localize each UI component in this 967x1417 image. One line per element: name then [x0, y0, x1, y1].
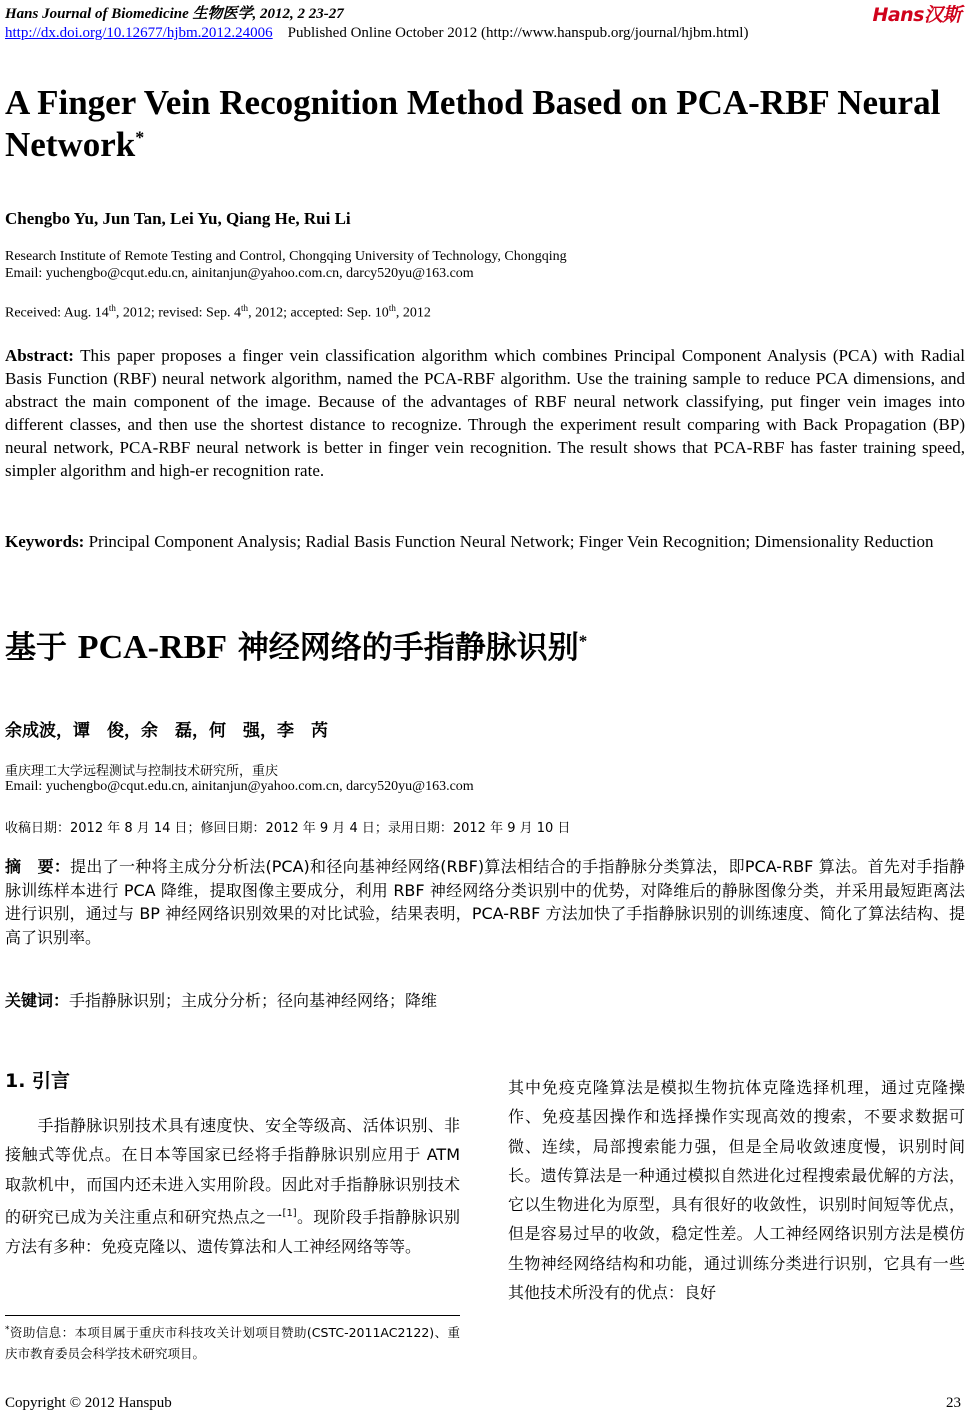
- title-footnote-mark: *: [135, 127, 145, 148]
- english-abstract: [5, 344, 965, 482]
- journal-header: Hans Journal of Biomedicine 生物医学, 2012, 2 23-27: [5, 6, 344, 22]
- chinese-abstract-label: 摘 要：: [5, 857, 71, 876]
- doi-link[interactable]: http://dx.doi.org/10.12677/hjbm.2012.24006: [5, 25, 273, 41]
- abstract-text: This paper proposes a finger vein classification algorithm which combines Principal Component Analysis (PCA) with Radial Basis Function (RBF) neural network algorithm, named the PCA-RBF algorithm. Use the training sample to reduce PCA dimensions, and abstract the main component of the image. Because of the advantages of RBF neural network classifying, put finger vein images into different classes, and then use the shortest distance to recognize. Through the experiment result comparing with Back Propagation (BP) neural network, PCA-RBF neural network is better in finger vein recognition. The result shows that PCA-RBF has faster training speed, simpler algorithm and high-er recognition rate.: [5, 346, 965, 480]
- copyright: Copyright © 2012 Hanspub: [5, 1395, 172, 1411]
- english-email: Email: yuchengbo@cqut.edu.cn, ainitanjun@yahoo.com.cn, darcy520yu@163.com: [5, 266, 474, 281]
- abstract-label: Abstract:: [5, 346, 74, 365]
- chinese-abstract: [5, 855, 965, 949]
- doi-line: [5, 25, 748, 42]
- publisher-logo: Hans汉斯: [872, 4, 961, 26]
- english-affiliation: Research Institute of Remote Testing and Control, Chongqing University of Technology, Chongqing: [5, 249, 567, 264]
- footnote-divider: [5, 1315, 460, 1316]
- english-keywords: [5, 530, 939, 553]
- chinese-title: 基于 PCA-RBF 神经网络的手指静脉识别*: [5, 629, 588, 666]
- chinese-affiliation: 重庆理工大学远程测试与控制技术研究所，重庆: [5, 764, 279, 779]
- chinese-email: Email: yuchengbo@cqut.edu.cn, ainitanjun@yahoo.com.cn, darcy520yu@163.com: [5, 779, 474, 794]
- english-authors: Chengbo Yu, Jun Tan, Lei Yu, Qiang He, Rui Li: [5, 209, 351, 228]
- keywords-text: Principal Component Analysis; Radial Basis Function Neural Network; Finger Vein Recognition; Dimensionality Reduction: [88, 532, 934, 551]
- section-heading: 1. 引言: [5, 1070, 71, 1092]
- citation-ref[interactable]: [1]: [282, 1207, 297, 1219]
- english-title-text: A Finger Vein Recognition Method Based on PCA-RBF Neural Network: [5, 83, 941, 164]
- chinese-keywords: [5, 988, 437, 1011]
- footnote: *资助信息：本项目属于重庆市科技攻关计划项目赞助(CSTC-2011AC2122)、重庆市教育委员会科学技术研究项目。: [5, 1325, 460, 1362]
- english-title: [5, 82, 965, 166]
- chinese-keywords-text: 手指静脉识别；主成分分析；径向基神经网络；降维: [69, 991, 438, 1010]
- keywords-label: Keywords:: [5, 532, 85, 551]
- chinese-abstract-text: 提出了一种将主成分分析法(PCA)和径向基神经网络(RBF)算法相结合的手指静脉分类算法，即PCA-RBF 算法。首先对手指静脉训练样本进行 PCA 降维，提取图像主要成分，利用 RBF 神经网络分类识别中的优势，对降维后的静脉图像分类，并采用最短距离法进行识别，通过与 BP 神经网络识别效果的对比试验，结果表明，PCA-RBF 方法加快了手指静脉识别的训练速度、简化了算法结构、提高了识别率。: [5, 857, 965, 947]
- received-dates: Received: Aug. 14th, 2012; revised: Sep. 4th, 2012; accepted: Sep. 10th, 2012: [5, 303, 431, 321]
- chinese-authors: 余成波，谭 俊，余 磊，何 强，李 芮: [5, 721, 328, 741]
- body-column-right: 其中免疫克隆算法是模拟生物抗体克隆选择机理，通过克隆操作、免疫基因操作和选择操作实现高效的搜索，不要求数据可微、连续，局部搜索能力强，但是全局收敛速度慢，识别时间长。遗传算法是一种通过模拟自然进化过程搜索最优解的方法，它以生物进化为原型，具有很好的收敛性，识别时间短等优点，但是容易过早的收敛，稳定性差。人工神经网络识别方法是模仿生物神经网络结构和功能，通过训练分类进行识别，它具有一些其他技术所没有的优点：良好: [508, 1078, 965, 1303]
- chinese-keywords-label: 关键词：: [5, 991, 70, 1010]
- page-number: 23: [946, 1395, 961, 1411]
- published-online: Published Online October 2012 (http://www.hanspub.org/journal/hjbm.html): [287, 25, 749, 41]
- body-column-left: 手指静脉识别技术具有速度快、安全等级高、活体识别、非接触式等优点。在日本等国家已经将手指静脉识别应用于 ATM 取款机中，而国内还未进入实用阶段。因此对手指静脉识别技术的研究已成为关注重点和研究热点之一[1]。现阶段手指静脉识别方法有多种：免疫克隆以、遗传算法和人工神经网络等等。: [5, 1116, 460, 1256]
- chinese-dates: 收稿日期：2012 年 8 月 14 日；修回日期：2012 年 9 月 4 日；录用日期：2012 年 9 月 10 日: [5, 821, 571, 836]
